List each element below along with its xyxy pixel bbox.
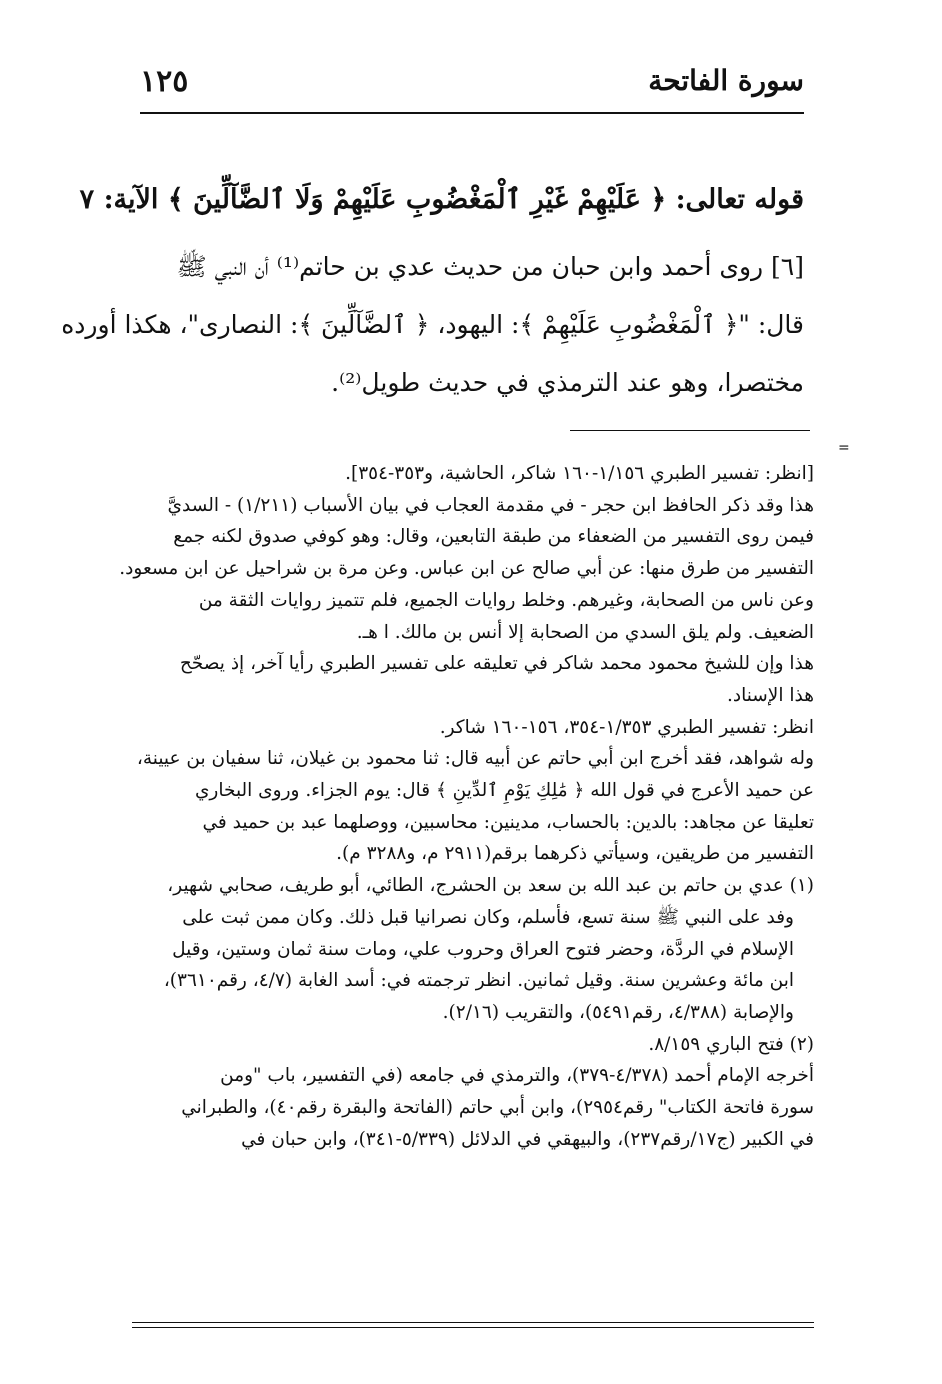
page-number: ١٢٥ (140, 64, 189, 99)
main-text-line: قال: "﴿ ٱلْمَغْضُوبِ عَلَيْهِمْ ﴾: اليهود، ﴿ ٱلضَّآلِّينَ ﴾: النصارى"، هكذا أورده (61, 310, 804, 339)
footnote-line: أخرجه الإمام أحمد (٤/٣٧٨-٣٧٩)، والترمذي في جامعه (في التفسير، باب "ومن (220, 1065, 814, 1087)
bottom-rule (132, 1327, 814, 1328)
verse-heading: قوله تعالى: ﴿ عَلَيْهِمْ غَيْرِ ٱلْمَغْضُوبِ عَلَيْهِمْ وَلَا ٱلضَّآلِّينَ ﴾ الآية: ٧ (79, 184, 804, 215)
footnote-line: وله شواهد، فقد أخرج ابن أبي حاتم عن أبيه قال: ثنا محمود بن غيلان، ثنا سفيان بن عيينة، (136, 748, 814, 770)
main-text-line: مختصرا، وهو عند الترمذي في حديث طويل⁽²⁾. (331, 368, 804, 397)
footnote-line: ابن مائة وعشرين سنة. وقيل ثمانين. انظر ترجمته في: أسد الغابة (٤/٧، رقم٣٦١٠)، (163, 970, 794, 992)
footnote-line: عن حميد الأعرج في قول الله ﴿ مَٰلِكِ يَوْمِ ٱلدِّينِ ﴾ قال: يوم الجزاء. وروى البخاري (194, 780, 814, 802)
footnote-line: (١) عدي بن حاتم بن عبد الله بن سعد بن الحشرج، الطائي، أبو طريف، صحابي شهير، (167, 875, 814, 897)
main-text (61, 238, 804, 412)
footnote-line: فيمن روى التفسير من الضعفاء من طبقة التابعين، وقال: وهو كوفي صدوق لكنه جمع (173, 526, 814, 548)
main-text-line: [٦] روى أحمد وابن حبان من حديث عدي بن حاتم⁽¹⁾ أن النبي ﷺ (176, 252, 804, 281)
header-rule (140, 112, 804, 114)
footnote-line: هذا الإسناد. (726, 684, 814, 706)
bottom-rule (132, 1322, 814, 1323)
footnote-line: انظر: تفسير الطبري ١/٣٥٣-٣٥٤، ١٥٦-١٦٠ شاكر. (439, 716, 814, 738)
page-header (140, 62, 804, 112)
footnote-line: هذا وقد ذكر الحافظ ابن حجر - في مقدمة العجاب في بيان الأسباب (١/٢١١) - السديَّ (167, 494, 814, 516)
footnote-line: التفسير من طريقين، وسيأتي ذكرهما برقم(٢٩١١ م، و٣٢٨٨ م). (336, 843, 814, 865)
footnotes (119, 458, 814, 1155)
footnote-line: (٢) فتح الباري ٨/١٥٩. (648, 1033, 814, 1055)
footnote-line: سورة فاتحة الكتاب" رقم٢٩٥٤)، وابن أبي حاتم (الفاتحة والبقرة رقم٤٠)، والطبراني (181, 1097, 814, 1119)
footnote-line: وعن ناس من الصحابة، وغيرهم. وخلط روايات الجميع، فلم تتميز روايات الثقة من (198, 589, 814, 611)
footnote-line: تعليقا عن مجاهد: بالدين: بالحساب، مدينين: محاسبين، ووصلهما عبد بن حميد في (202, 811, 814, 833)
running-title: سورة الفاتحة (648, 64, 804, 97)
footnote-line: الإسلام في الردَّة، وحضر فتوح العراق وحروب علي، ومات سنة ثمان وستين، وقيل (172, 938, 794, 960)
footnote-divider (570, 430, 810, 431)
footnote-continuation-mark: = (838, 440, 850, 456)
footnote-line: هذا وإن للشيخ محمود محمد شاكر في تعليقه على تفسير الطبري رأيا آخر، إذ يصحّح (179, 653, 814, 675)
footnote-line: الضعيف. ولم يلق السدي من الصحابة إلا أنس بن مالك. ا هـ. (356, 621, 814, 643)
footnote-line: في الكبير (ج١٧/رقم٢٣٧)، والبيهقي في الدلائل (٥/٣٣٩-٣٤١)، وابن حبان في (241, 1128, 814, 1150)
footnote-line: وفد على النبي ﷺ سنة تسع، فأسلم، وكان نصرانيا قبل ذلك. وكان ممن ثبت على (182, 906, 794, 928)
footnote-line: التفسير من طرق منها: عن أبي صالح عن ابن عباس. وعن مرة بن شراحيل عن ابن مسعود. (119, 558, 814, 580)
footnote-line: [انظر: تفسير الطبري ١/١٥٦-١٦٠ شاكر، الحاشية، و٣٥٣-٣٥٤]. (345, 463, 814, 484)
footnote-line: والإصابة (٤/٣٨٨، رقم٥٤٩١)، والتقريب (٢/١٦). (442, 1001, 794, 1023)
